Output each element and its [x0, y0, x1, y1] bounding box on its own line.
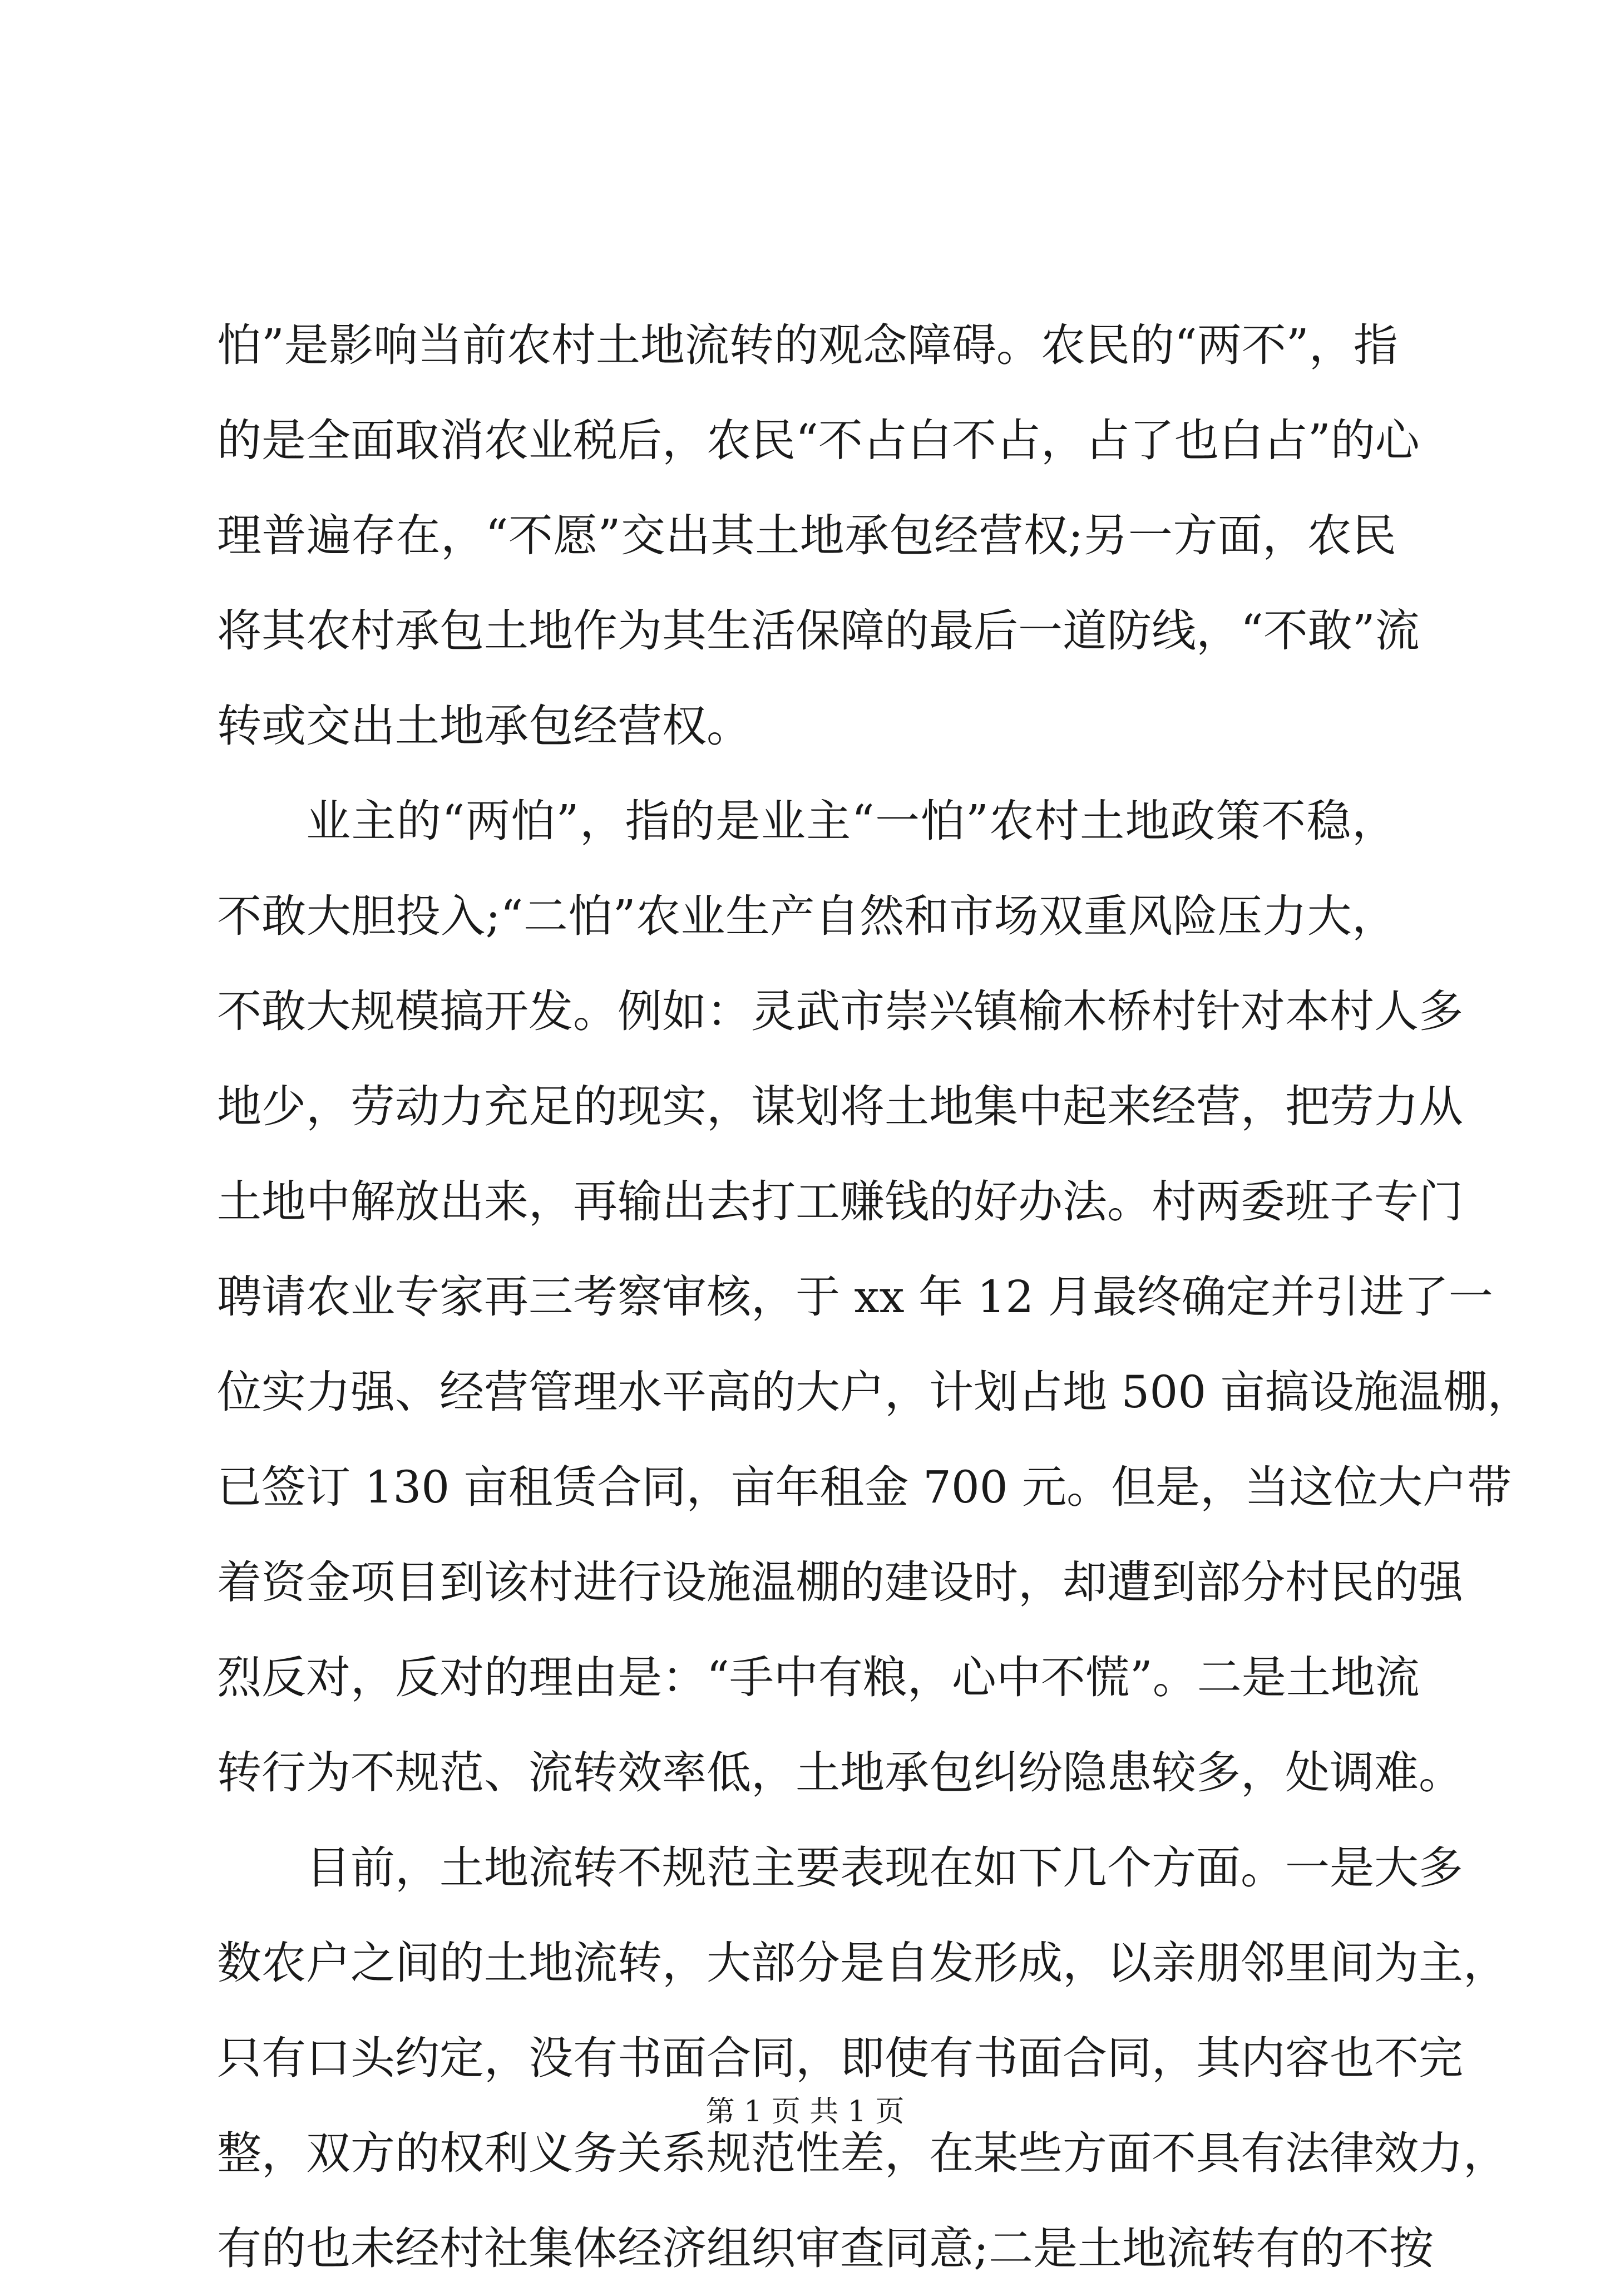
text-line: 怕”是影响当前农村土地流转的观念障碍。农民的“两不”，指 [217, 319, 1398, 371]
text-line: 有的也未经村社集体经济组织审查同意;二是土地流转有的不按 [217, 2223, 1434, 2274]
text-line: 理普遍存在，“不愿”交出其土地承包经营权;另一方面，农民 [217, 510, 1396, 561]
text-line: 转或交出土地承包经营权。 [217, 700, 751, 752]
text-line: 的是全面取消农业税后，农民“不占白不占，占了也白占”的心 [217, 415, 1420, 466]
text-line: 只有口头约定，没有书面合同，即使有书面合同，其内容也不完 [217, 2032, 1463, 2084]
text-line: 已签订 130 亩租赁合同，亩年租金 700 元。但是，当这位大户带 [217, 1461, 1512, 1513]
paragraph-start-line: 业主的“两怕”，指的是业主“一怕”农村土地政策不稳， [306, 795, 1396, 847]
text-line: 不敢大胆投入;“二怕”农业生产自然和市场双重风险压力大， [217, 890, 1396, 942]
body-text [217, 298, 1532, 2296]
paragraph-start-line: 目前，土地流转不规范主要表现在如下几个方面。一是大多 [306, 1842, 1463, 1894]
text-line: 数农户之间的土地流转，大部分是自发形成，以亲朋邻里间为主， [217, 1937, 1508, 1989]
text-line: 不敢大规模搞开发。例如：灵武市崇兴镇榆木桥村针对本村人多 [217, 986, 1463, 1037]
text-line: 着资金项目到该村进行设施温棚的建设时，却遭到部分村民的强 [217, 1556, 1463, 1608]
text-line: 将其农村承包土地作为其生活保障的最后一道防线，“不敢”流 [217, 605, 1420, 657]
text-line: 整，双方的权利义务关系规范性差，在某些方面不具有法律效力， [217, 2127, 1508, 2179]
text-line: 地少，劳动力充足的现实，谋划将土地集中起来经营，把劳力从 [217, 1081, 1463, 1132]
text-line: 位实力强、经营管理水平高的大户，计划占地 500 亩搞设施温棚， [217, 1366, 1532, 1418]
page-footer: 第 1 页 共 1 页 [705, 2095, 905, 2129]
text-line: 土地中解放出来，再输出去打工赚钱的好办法。村两委班子专门 [217, 1176, 1463, 1228]
text-line: 聘请农业专家再三考察审核，于 xx 年 12 月最终确定并引进了一 [217, 1271, 1493, 1323]
text-line: 烈反对，反对的理由是：“手中有粮，心中不慌”。二是土地流 [217, 1652, 1420, 1703]
text-line: 转行为不规范、流转效率低，土地承包纠纷隐患较多，处调难。 [217, 1747, 1463, 1799]
